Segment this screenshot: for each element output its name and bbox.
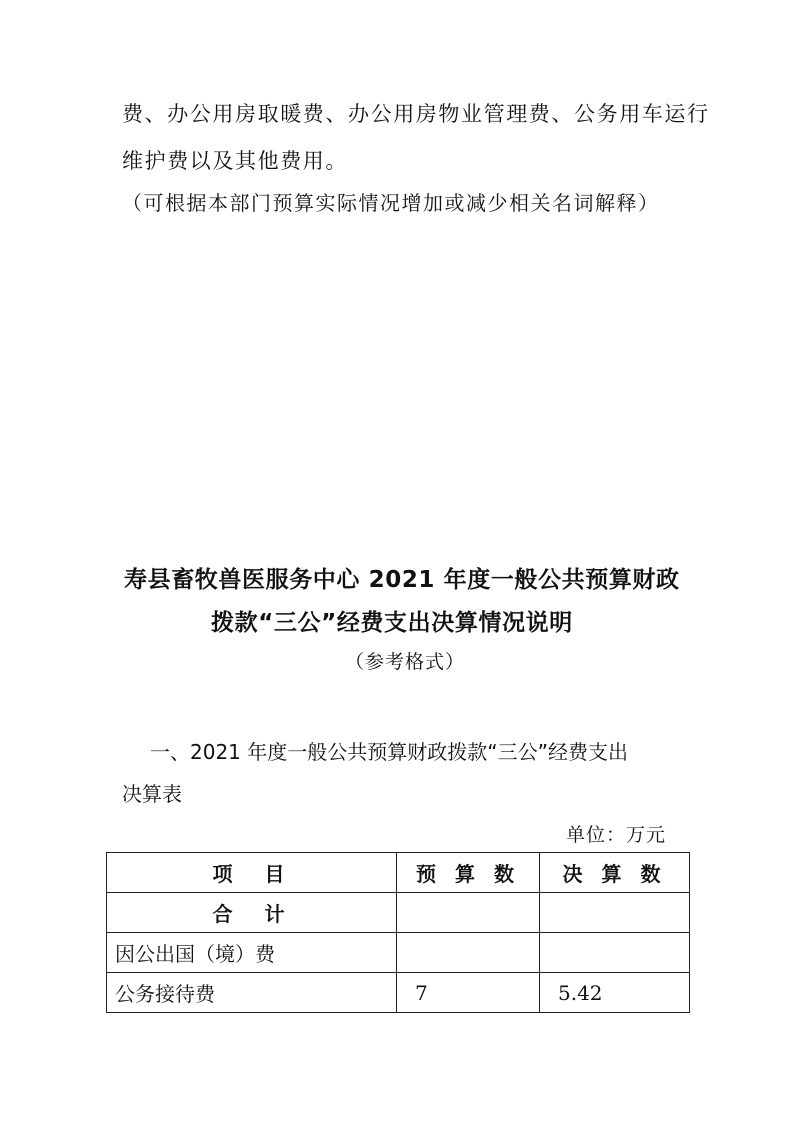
expenditure-table — [106, 852, 690, 1013]
table-header-row — [107, 853, 690, 893]
row-item: 合 计 — [107, 893, 397, 933]
intro-line-2: 维护费以及其他费用。 — [122, 149, 348, 173]
unit-label: 单位：万元 — [566, 824, 667, 846]
row-item: 因公出国（境）费 — [107, 933, 397, 973]
table-row — [107, 973, 690, 1013]
document-subtitle: （参考格式） — [345, 651, 466, 673]
header-budget: 预 算 数 — [397, 853, 540, 893]
intro-line-1: 费、办公用房取暖费、办公用房物业管理费、公务用车运行 — [122, 102, 710, 126]
row-budget: 7 — [397, 973, 540, 1013]
header-actual: 决 算 数 — [540, 853, 690, 893]
intro-note: （可根据本部门预算实际情况增加或减少相关名词解释） — [122, 191, 660, 215]
document-title-line-2: 拨款“三公”经费支出决算情况说明 — [211, 610, 573, 636]
row-item: 公务接待费 — [107, 973, 397, 1013]
section-heading-line-1: 一、2021 年度一般公共预算财政拨款“三公”经费支出 — [150, 740, 628, 764]
row-actual — [540, 933, 690, 973]
row-actual: 5.42 — [540, 973, 690, 1013]
table-row — [107, 933, 690, 973]
document-title-line-1: 寿县畜牧兽医服务中心 2021 年度一般公共预算财政 — [124, 567, 680, 593]
row-budget — [397, 933, 540, 973]
table-row-total — [107, 893, 690, 933]
header-item: 项 目 — [107, 853, 397, 893]
row-actual — [540, 893, 690, 933]
row-budget — [397, 893, 540, 933]
section-heading-line-2: 决算表 — [122, 782, 182, 806]
